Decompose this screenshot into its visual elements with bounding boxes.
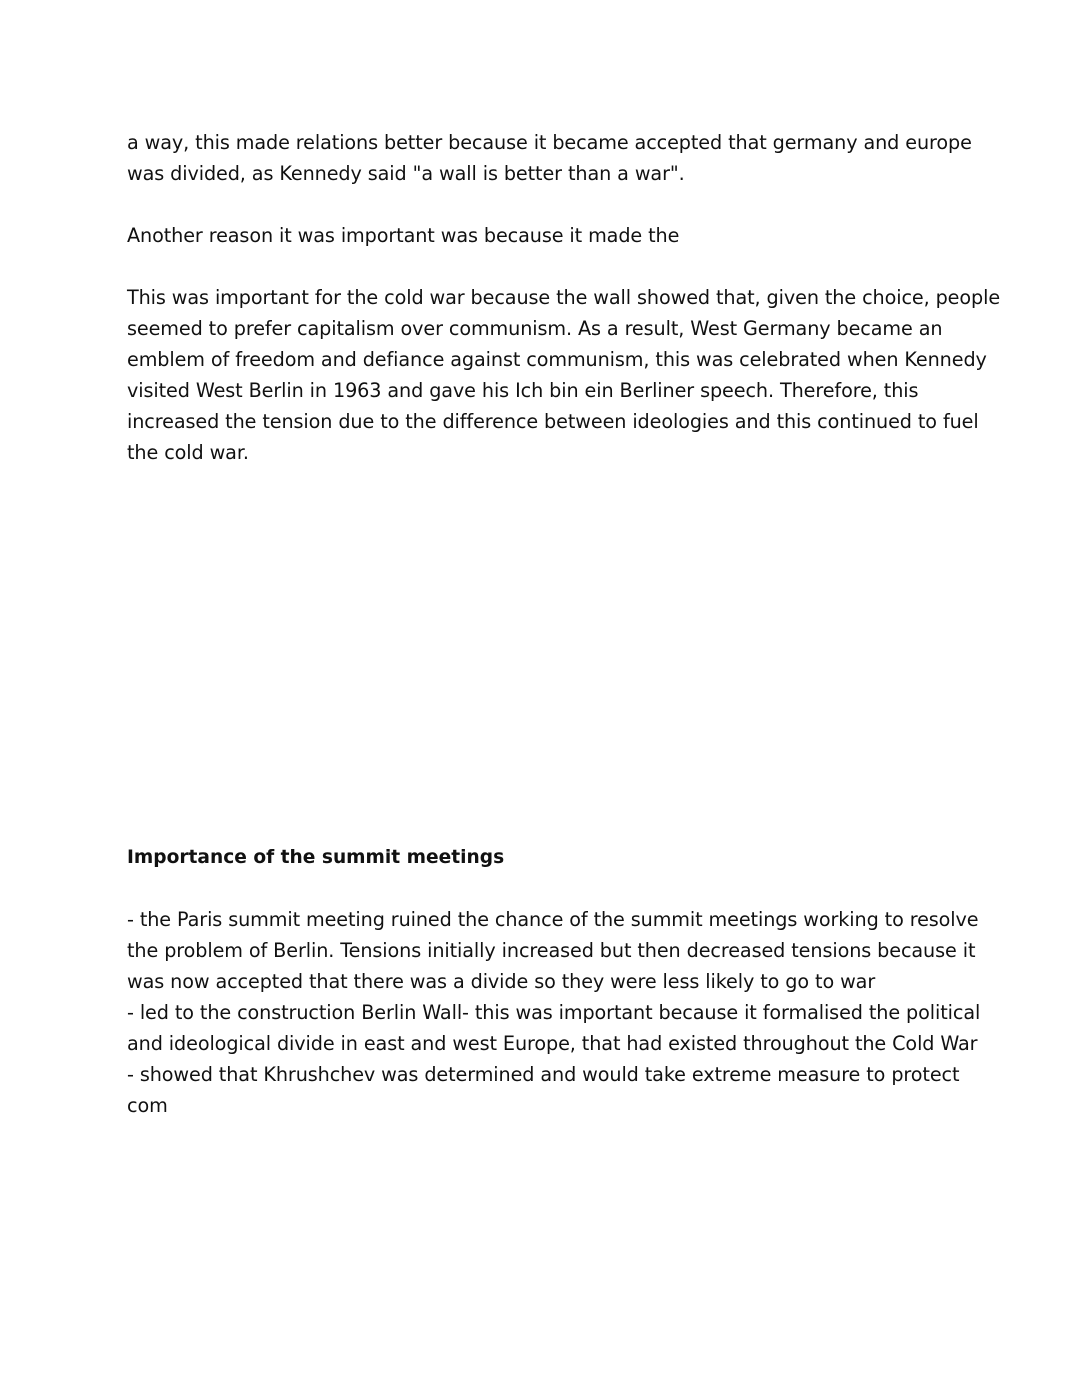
importance-line-6: the cold war.	[127, 441, 249, 464]
another-reason-line: Another reason it was important was because it made the	[127, 224, 680, 247]
summit-line-2: the problem of Berlin. Tensions initially increased but then decreased tensions because it	[127, 939, 976, 962]
intro-line-1: a way, this made relations better because it became accepted that germany and europe	[127, 131, 972, 154]
importance-line-1: This was important for the cold war because the wall showed that, given the choice, people	[127, 286, 1001, 309]
summit-line-4: - led to the construction Berlin Wall- this was important because it formalised the political	[127, 1001, 981, 1024]
importance-line-2: seemed to prefer capitalism over communism. As a result, West Germany became an	[127, 317, 943, 340]
summit-line-3: was now accepted that there was a divide so they were less likely to go to war	[127, 970, 876, 993]
importance-line-3: emblem of freedom and defiance against communism, this was celebrated when Kennedy	[127, 348, 987, 371]
summit-line-6: - showed that Khrushchev was determined and would take extreme measure to protect	[127, 1063, 960, 1086]
summit-heading: Importance of the summit meetings	[127, 847, 505, 868]
intro-line-2: was divided, as Kennedy said "a wall is better than a war".	[127, 162, 685, 185]
importance-line-4: visited West Berlin in 1963 and gave his Ich bin ein Berliner speech. Therefore, this	[127, 379, 919, 402]
summit-line-5: and ideological divide in east and west Europe, that had existed throughout the Cold War	[127, 1032, 978, 1055]
summit-line-1: - the Paris summit meeting ruined the chance of the summit meetings working to resolve	[127, 908, 979, 931]
importance-line-5: increased the tension due to the difference between ideologies and this continued to fuel	[127, 410, 979, 433]
summit-line-7: com	[127, 1094, 168, 1117]
